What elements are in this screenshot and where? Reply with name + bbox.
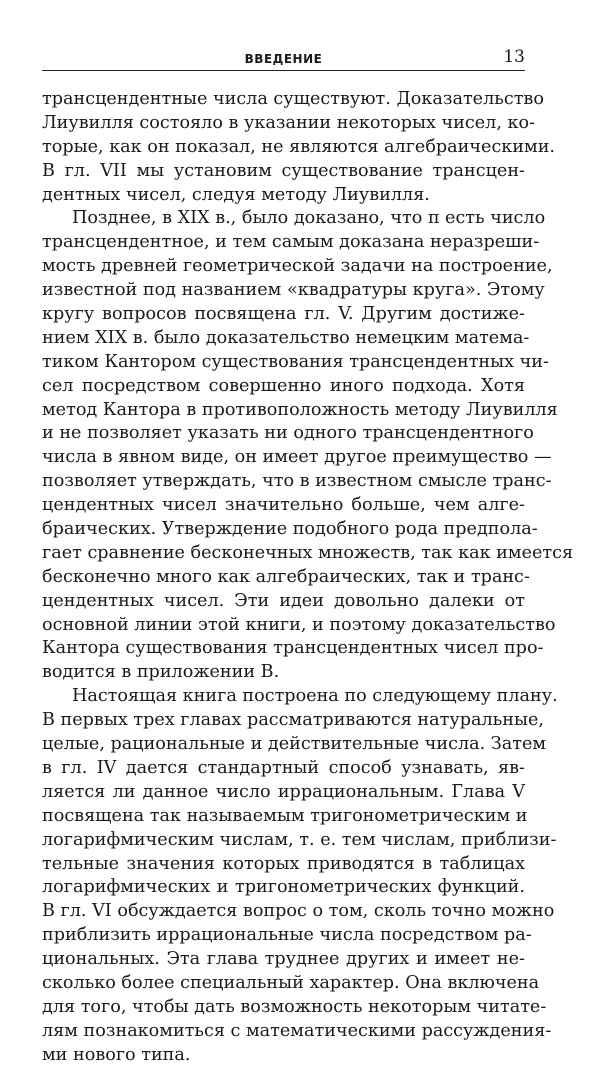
text-line: дентных чисел, следуя методу Лиувилля. [42,184,430,205]
text-line: водится в приложении В. [42,662,280,683]
text-line: сколько более специальный характер. Она включена [42,972,540,993]
text-line: бесконечно много как алгебраических, так и транс- [42,566,530,587]
text-line: Позднее, в XIX в., было доказано, что π есть число [72,208,546,229]
text-line: ляется ли данное число иррациональным. Глава V [42,781,525,802]
text-line: для того, чтобы дать возможность некоторым читате- [42,996,547,1017]
text-line: Настоящая книга построена по следующему плану. [72,686,558,707]
text-line: основной линии этой книги, и поэтому доказательство [42,614,556,635]
running-head [42,44,525,71]
body-text [42,88,574,1068]
text-line: известной под названием «квадратуры круга». Этому [42,280,545,301]
running-head-title: ВВЕДЕНИЕ [244,52,323,66]
text-line: посвящена так называемым тригонометрическим и [42,805,528,826]
text-line: числа в явном виде, он имеет другое преимущество — [42,447,552,468]
text-line: метод Кантора в противоположность методу Лиувилля [42,399,558,420]
text-line: В гл. VII мы установим существование трансцен- [42,160,525,181]
text-line: в гл. IV дается стандартный способ узнавать, яв- [42,757,525,778]
text-line: Кантора существования трансцендентных чисел про- [42,638,544,659]
page-number: 13 [503,47,525,67]
text-line: мость древней геометрической задачи на построение, [42,256,553,277]
text-line: позволяет утверждать, что в известном смысле транс- [42,471,552,492]
text-line: кругу вопросов посвящена гл. V. Другим достиже- [42,304,525,325]
text-line: гает сравнение бесконечных множеств, так как имеется [42,542,574,563]
text-line: трансцендентное, и тем самым доказана неразреши- [42,232,540,253]
text-line: трансцендентные числа существуют. Доказательство [42,89,544,109]
text-line: тиком Кантором существования трансцендентных чи- [42,351,549,372]
text-line: В гл. VI обсуждается вопрос о том, сколь точно можно [42,901,555,922]
text-line: целые, рациональные и действительные числа. Затем [42,734,547,755]
text-line: ми нового типа. [42,1044,191,1065]
text-line: тельные значения которых приводятся в таблицах [42,853,525,874]
text-line: Лиувилля состояло в указании некоторых чисел, ко- [42,112,536,133]
text-line: нием XIX в. было доказательство немецким матема- [42,327,530,348]
text-line: приблизить иррациональные числа посредством ра- [42,925,532,946]
text-line: торые, как он показал, не являются алгебраическими. [42,136,556,157]
text-line: цендентных чисел значительно больше, чем алге- [42,495,525,516]
text-line: лям познакомиться с математическими рассуждения- [42,1020,552,1041]
text-line: цендентных чисел. Эти идеи довольно далеки от [42,590,525,611]
text-line: В первых трех главах рассматриваются натуральные, [42,710,544,731]
text-line: и не позволяет указать ни одного трансцендентного [42,423,534,444]
text-line: циональных. Эта глава труднее других и имеет не- [42,949,525,970]
text-line: браических. Утверждение подобного рода предпола- [42,519,538,540]
text-line: логарифмическим числам, т. е. тем числам, приблизи- [42,829,557,850]
text-line: сел посредством совершенно иного подхода. Хотя [42,375,525,396]
text-line: логарифмических и тригонометрических функций. [42,877,525,898]
